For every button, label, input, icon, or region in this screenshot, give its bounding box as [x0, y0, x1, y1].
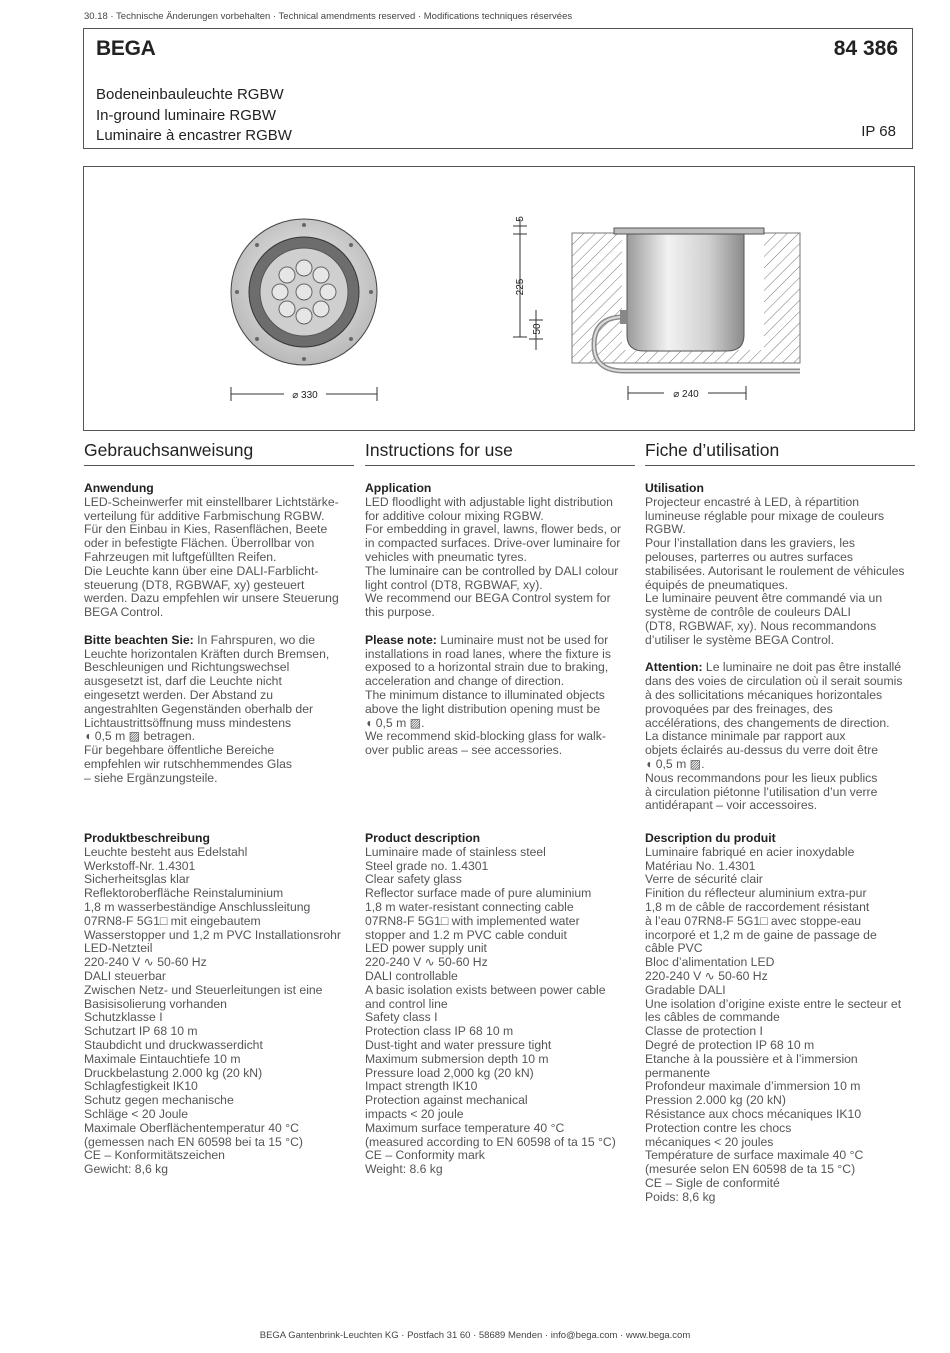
product-text-de: Leuchte besteht aus Edelstahl Werkstoff-Nr. 1.4301 Sicherheitsglas klar Reflektoroberfläche Reinstaluminium 1,8 m wasserbeständige Anschlussleitung 07RN8-F 5G1□ mit eingebautem Wasserstopper und 1,2 m PVC Installationsrohr LED-Netzteil 220-240 V ∿ 50-60 Hz DALI steuerbar Zwischen Netz- und Steuerleitungen ist eine Basisisolierung vorhanden Schutzklasse I Schutzart IP 68 10 m Staubdicht und druckwasserdicht Maximale Eintauchtiefe 10 m Druckbelastung 2.000 kg (20 kN) Schlagfestigkeit IK10 Schutz gegen mechanische Schläge < 20 Joule Maximale Oberflächentemperatur 40 °C (gemessen nach EN 60598 bei ta 15 °C) CE – Konformitätszeichen Gewicht: 8,6 kg [84, 844, 341, 1177]
front-view [231, 219, 377, 402]
product-title-en: Product description [365, 831, 481, 845]
product-title-fr: Description du produit [645, 831, 776, 845]
note-label-de: Bitte beachten Sie: [84, 632, 194, 647]
revision-note: 30.18 · Technische Änderungen vorbehalten · Technical amendments reserved · Modifications techniques réservées [84, 11, 573, 22]
application-title-de: Anwendung [84, 481, 154, 495]
footer-address: BEGA Gantenbrink-Leuchten KG · Postfach 31 60 · 58689 Menden · info@bega.com · www.bega.com [259, 1330, 691, 1341]
application-title-fr: Utilisation [645, 481, 704, 495]
drawing-svg [84, 167, 914, 430]
product-description-fr [645, 832, 920, 1205]
note-text-en: Luminaire must not be used for installations in road lanes, where the fixture is exposed to a horizontal strain due to braking, acceleration and change of direction. The minimum distance to illuminated objects above the light distribution opening must be ◖ 0,5 m ▨. We recommend skid-blocking glass for walk- over public areas – see accessories. [365, 632, 611, 758]
application-title-en: Application [365, 481, 432, 495]
dim-body-diameter: ⌀ 240 [673, 389, 699, 400]
application-text-en: LED floodlight with adjustable light distribution for additive colour mixing RGBW. For embedding in gravel, lawns, flower beds, or in compacted surfaces. Drive-over luminaire for vehicles with pneumatic tyres. The luminaire can be controlled by DALI colour light control (DT8, RGBWAF, xy). We recommend our BEGA Control system for this purpose. [365, 494, 622, 620]
dim-lower: 50 [532, 323, 543, 335]
brand-name: BEGA [96, 37, 156, 60]
ip-rating: IP 68 [861, 123, 896, 140]
column-fr [645, 440, 915, 813]
column-heading-fr: Fiche d’utilisation [645, 440, 915, 466]
column-heading-en: Instructions for use [365, 440, 635, 466]
product-description-en [365, 832, 640, 1177]
product-text-en: Luminaire made of stainless steel Steel grade no. 1.4301 Clear safety glass Reflector surface made of pure aluminium 1,8 m water-resistant connecting cable 07RN8-F 5G1□ with implemented water stopper and 1.2 m PVC cable conduit LED power supply unit 220-240 V ∿ 50-60 Hz DALI controllable A basic isolation exists between power cable and control line Safety class I Protection class IP 68 10 m Dust-tight and water pressure tight Maximum submersion depth 10 m Pressure load 2,000 kg (20 kN) Impact strength IK10 Protection against mechanical impacts < 20 joule Maximum surface temperature 40 °C (measured according to EN 60598 of ta 15 °C) CE – Conformity mark Weight: 8.6 kg [365, 844, 616, 1177]
note-de [84, 634, 354, 786]
dim-height: 225 [515, 278, 526, 296]
note-en [365, 634, 635, 758]
product-name-en: In-ground luminaire RGBW [96, 106, 277, 124]
column-de [84, 440, 354, 786]
product-text-fr: Luminaire fabriqué en acier inoxydable Matériau No. 1.4301 Verre de sécurité clair Finition du réflecteur aluminium extra-pur 1,8 m de câble de raccordement résistant à l’eau 07RN8-F 5G1□ avec stoppe-eau incorporé et 1,2 m de gaine de passage de câble PVC Bloc d’alimentation LED 220-240 V ∿ 50-60 Hz Gradable DALI Une isolation d’origine existe entre le secteur et les câbles de commande Classe de protection I Degré de protection IP 68 10 m Etanche à la poussière et à l’immersion permanente Profondeur maximale d’immersion 10 m Pression 2.000 kg (20 kN) Résistance aux chocs mécaniques IK10 Protection contre les chocs mécaniques < 20 joules Température de surface maximale 40 °C (mesurée selon EN 60598 de ta 15 °C) CE – Sigle de conformité Poids: 8,6 kg [645, 844, 902, 1204]
note-fr [645, 661, 915, 813]
application-text-fr: Projecteur encastré à LED, à répartition lumineuse réglable pour mixage de couleurs RGBW. Pour l’installation dans les graviers, les pelouses, parterres ou autres surfaces stabilisées. Autorisant le roulement de véhicules équipés de pneumatiques. Le luminaire peuvent être commandé via un système de contrôle de couleurs DALI (DT8, RGBWAF, xy). Nous recommandons d’utiliser le système BEGA Control. [645, 494, 905, 647]
note-label-fr: Attention: [645, 660, 703, 675]
column-en [365, 440, 635, 758]
column-heading-de: Gebrauchsanweisung [84, 440, 354, 466]
side-view [513, 219, 800, 401]
product-description-de [84, 832, 359, 1177]
dim-top: 5 [515, 216, 526, 222]
product-code: 84 386 [833, 37, 898, 60]
product-name-de: Bodeneinbauleuchte RGBW [96, 86, 284, 103]
application-text-de: LED-Scheinwerfer mit einstellbarer Lichtstärke- verteilung für additive Farbmischung RGBW. Für den Einbau in Kies, Rasenflächen, Beete oder in befestigte Flächen. Überrollbar von Fahrzeugen mit luftgefüllten Reifen. Die Leuchte kann über eine DALI-Farblicht- steuerung (DT8, RGBWAF, xy) gesteuert werden. Dazu empfehlen wir unsere Steuerung BEGA Control. [84, 494, 339, 620]
technical-drawing [83, 166, 915, 431]
note-text-fr: Le luminaire ne doit pas être installé dans des voies de circulation où il serait soumis à des sollicitations mécaniques horizontales provoquées par des freinages, des accélérations, des changements de direction. La distance minimale par rapport aux objets éclairés au-dessus du verre doit être ◖ 0,5 m ▨. Nous recommandons pour les lieux publics à circulation piétonne l’utilisation d’un verre antidérapant – voir accessoires. [645, 660, 903, 813]
note-text-de: In Fahrspuren, wo die Leuchte horizontalen Kräften durch Bremsen, Beschleunigen und Richtungswechsel ausgesetzt ist, darf die Leuchte nicht eingesetzt werden. Der Abstand zu angestrahlten Gegenständen oberhalb der Lichtaustrittsöffnung muss mindestens ◖ 0,5 m ▨ betragen. Für begehbare öffentliche Bereiche empfehlen wir rutschhemmendes Glas – siehe Ergänzungsteile. [84, 632, 330, 785]
product-name-fr: Luminaire à encastrer RGBW [96, 127, 292, 144]
product-title-de: Produktbeschreibung [84, 831, 210, 845]
header-box [83, 28, 913, 149]
product-names [96, 85, 292, 147]
note-label-en: Please note: [365, 632, 437, 647]
dim-front-diameter: ⌀ 330 [292, 390, 318, 401]
